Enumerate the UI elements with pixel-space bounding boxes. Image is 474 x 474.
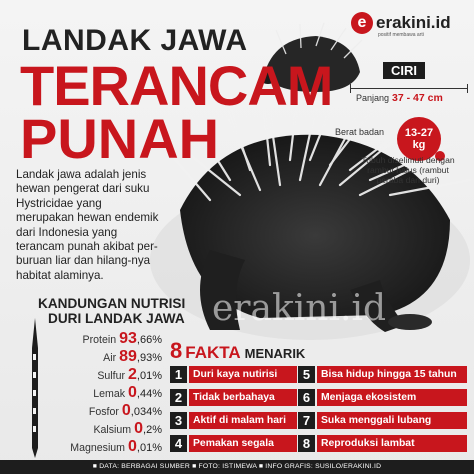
quill-icon	[28, 318, 42, 458]
panjang-row	[356, 92, 443, 104]
logo-name: erakini.id	[376, 13, 451, 32]
panjang-value: 37 - 47 cm	[392, 92, 443, 104]
nutrisi-row: Air 89 ,93%	[103, 348, 162, 365]
berat-value-line1: 13-27	[404, 127, 434, 139]
title-line-2: TERANCAM	[20, 54, 333, 117]
watermark: erakini.id	[212, 288, 387, 329]
fact-item: 8 Reproduksi lambat	[298, 435, 467, 452]
erakini-logo	[351, 8, 451, 38]
fact-item: 3 Aktif di malam hari	[170, 412, 297, 429]
nutrisi-row: Fosfor 0 ,034%	[88, 402, 162, 419]
fact-item: 5 Bisa hidup hingga 15 tahun	[298, 366, 467, 383]
nutrisi-title-line2: DURI LANDAK JAWA	[48, 311, 185, 326]
nutrisi-title	[38, 296, 185, 326]
logo-mark: e	[351, 12, 373, 34]
nutrisi-title-line1: KANDUNGAN NUTRISI	[38, 296, 186, 311]
fact-item: 7 Suka menggali lubang	[298, 412, 467, 429]
nutrisi-row: Magnesium 0 ,01%	[70, 438, 162, 455]
title-line-1: LANDAK JAWA	[22, 24, 248, 57]
panjang-label: Panjang	[356, 93, 390, 103]
fact-item: 6 Menjaga ekosistem	[298, 389, 467, 406]
footer-credits: ■ DATA: BERBAGAI SUMBER ■ FOTO: ISTIMEWA ■ INFO GRAFIS: SUSILO/ERAKINI.ID	[0, 460, 474, 474]
length-tick-left	[350, 84, 351, 93]
ciri-label: CIRI	[383, 62, 425, 79]
length-tick-right	[467, 84, 468, 93]
description: Landak jawa adalah jenis hewan pengerat dari suku Hystricidae yang merupakan hewan endemik dari Indonesia yang terancam punah akibat per-buruan liar dan hilang-nya habitat alaminya.	[16, 168, 159, 282]
berat-label: Berat badan	[335, 127, 385, 137]
nutrisi-row: Protein 93 ,66%	[82, 330, 162, 347]
fakta-number: 8	[170, 338, 183, 363]
fact-item: 2 Tidak berbahaya	[170, 389, 297, 406]
nutrisi-row: Lemak 0 ,44%	[93, 384, 162, 401]
nutrisi-row: Sulfur 2 ,01%	[97, 366, 162, 383]
tubuh-description: Tubuh diselimuti dengan rambut halus (rambut peraba dan duri)	[361, 155, 455, 185]
length-measure-line	[350, 88, 468, 89]
logo-tagline: positif membawa arti	[378, 32, 424, 38]
title-line-3: PUNAH	[20, 107, 220, 170]
fact-item: 4 Pemakan segala	[170, 435, 297, 452]
nutrisi-row: Kalsium 0 ,2%	[93, 420, 162, 437]
berat-value-line2: kg	[412, 139, 426, 151]
fakta-title	[170, 338, 305, 364]
fakta-menarik: MENARIK	[244, 346, 306, 361]
fakta-word: FAKTA	[185, 343, 241, 362]
fact-item: 1 Duri kaya nutirisi	[170, 366, 297, 383]
